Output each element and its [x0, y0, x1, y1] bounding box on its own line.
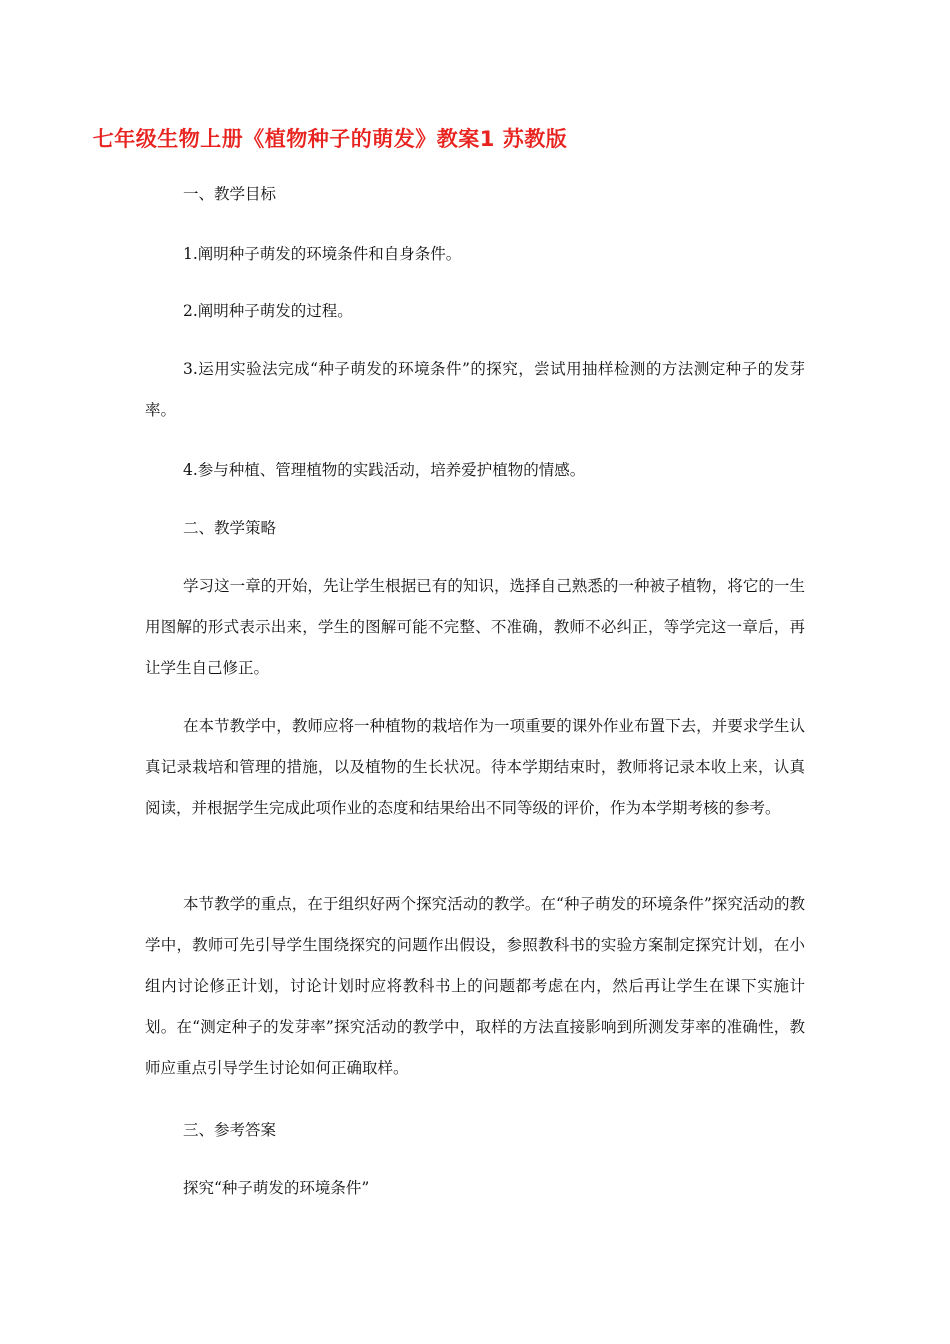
- section-heading-objectives: 一、教学目标: [183, 185, 277, 203]
- objective-item-4: 4.参与种植、管理植物的实践活动，培养爱护植物的情感。: [183, 461, 586, 479]
- section-heading-answers: 三、参考答案: [183, 1121, 277, 1139]
- answer-subheading: 探究“种子萌发的环境条件”: [183, 1179, 370, 1197]
- objective-item-3: 3.运用实验法完成“种子萌发的环境条件”的探究，尝试用抽样检测的方法测定种子的发芽率。: [145, 360, 805, 419]
- strategy-paragraph-3: 本节教学的重点，在于组织好两个探究活动的教学。在“种子萌发的环境条件”探究活动的教学中，教师可先引导学生围绕探究的问题作出假设，参照教科书的实验方案制定探究计划，在小组内讨论修正计划，讨论计划时应将教科书上的问题都考虑在内，然后再让学生在课下实施计划。在“测定种子的发芽率”探究活动的教学中，取样的方法直接影响到所测发芽率的准确性，教师应重点引导学生讨论如何正确取样。: [145, 895, 805, 1077]
- strategy-paragraph-1: 学习这一章的开始，先让学生根据已有的知识，选择自己熟悉的一种被子植物，将它的一生用图解的形式表示出来，学生的图解可能不完整、不准确，教师不必纠正，等学完这一章后，再让学生自己修正。: [145, 577, 805, 677]
- objective-item-1: 1.阐明种子萌发的环境条件和自身条件。: [183, 245, 462, 263]
- objective-item-2: 2.阐明种子萌发的过程。: [183, 302, 353, 320]
- section-heading-strategy: 二、教学策略: [183, 519, 277, 537]
- document-title: 七年级生物上册《植物种子的萌发》教案1 苏教版: [92, 127, 568, 151]
- strategy-paragraph-2: 在本节教学中，教师应将一种植物的栽培作为一项重要的课外作业布置下去，并要求学生认真记录栽培和管理的措施，以及植物的生长状况。待本学期结束时，教师将记录本收上来，认真阅读，并根据学生完成此项作业的态度和结果给出不同等级的评价，作为本学期考核的参考。: [145, 717, 805, 817]
